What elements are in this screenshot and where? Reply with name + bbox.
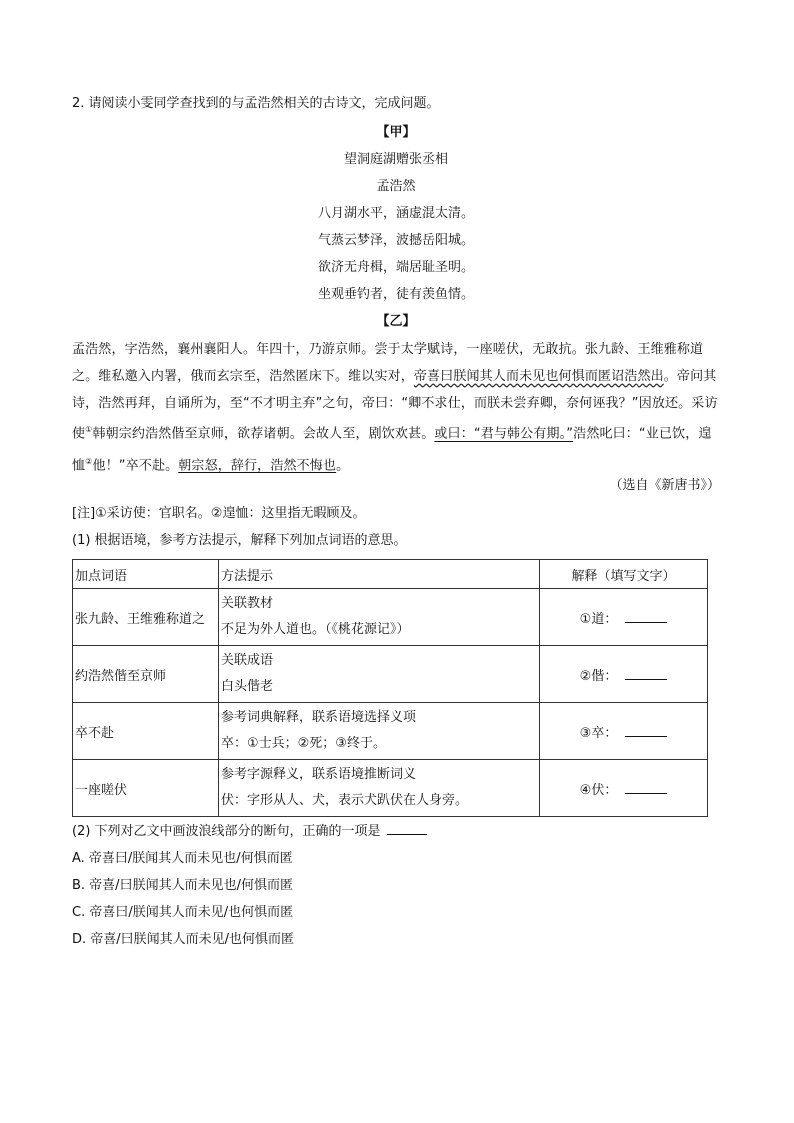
- underlined-text: 朝宗怒，辞行，浩然不悔也: [178, 457, 337, 473]
- yi-passage: [72, 337, 720, 480]
- passage-text: 韩朝宗约浩然偕至京师，欲荐诸朝。会故人至，剧饮欢甚。: [92, 426, 435, 442]
- hint-line: 白头偕老: [221, 679, 274, 694]
- answer-blank[interactable]: [625, 726, 667, 737]
- passage-text: 。: [336, 457, 350, 473]
- table-row: [73, 646, 708, 703]
- passage-text: 孟浩然，字浩然，襄州襄阳人。年四十，乃游京师。尝于太学赋诗，一座嗟伏，无敢抗。张九龄、王维雅称道之。维私邀入内署，俄而玄宗至，浩然匿床下。维以实对，: [72, 342, 704, 384]
- table-header: 方法提示: [219, 560, 540, 589]
- hint-line: 不足为外人道也。（《桃花源记》）: [221, 622, 410, 637]
- passage-text: 浩然叱曰：“业已饮，遑恤: [72, 426, 712, 473]
- hint-cell: [219, 646, 540, 703]
- hint-line: 卒：①士兵；②死；③终于。: [221, 736, 386, 751]
- word-cell: 卒不赴: [73, 703, 219, 760]
- wavy-underlined-text: 然出: [637, 368, 664, 384]
- table-header-row: [73, 560, 708, 589]
- table-row: [73, 760, 708, 817]
- word-cell: 约浩然偕至京师: [73, 646, 219, 703]
- wavy-underlined-text: 帝喜曰朕闻其人而未见也何惧而匿诏浩: [413, 368, 638, 384]
- answer-cell: [540, 760, 708, 817]
- hint-line: 关联成语: [221, 653, 274, 668]
- question-intro: 2. 请阅读小雯同学查找到的与孟浩然相关的古诗文，完成问题。: [72, 96, 440, 111]
- option-a: A. 帝喜曰/朕闻其人而未见也/何惧而匿: [72, 851, 293, 866]
- answer-label: ②偕：: [579, 668, 618, 684]
- table-row: [73, 703, 708, 760]
- subquestion-2-text: (2) 下列对乙文中画波浪线部分的断句，正确的一项是: [72, 824, 381, 839]
- subquestion-1: (1) 根据语境，参考方法提示，解释下列加点词语的意思。: [72, 533, 407, 548]
- underlined-text: 或曰：“君与韩公有期。”: [434, 426, 574, 442]
- poem-title: 望洞庭湖赠张丞相: [343, 152, 448, 167]
- option-d: D. 帝喜/曰朕闻其人而未见/也何惧而匿: [72, 932, 295, 947]
- hint-line: 伏：字形从人、犬，表示犬趴伏在人身旁。: [221, 793, 469, 808]
- answer-label: ①道：: [579, 611, 618, 627]
- subquestion-2: [72, 823, 720, 841]
- note-marker: ①: [85, 425, 93, 435]
- answer-cell: [540, 703, 708, 760]
- answer-blank[interactable]: [625, 612, 667, 623]
- poem-line: 欲济无舟楫，端居耻圣明。: [317, 260, 474, 275]
- answer-blank[interactable]: [625, 669, 667, 680]
- annotation-note: [注]①采访使：官职名。②遑恤：这里指无暇顾及。: [72, 506, 366, 521]
- hint-line: 参考词典解释，联系语境选择义项: [221, 710, 417, 725]
- answer-blank[interactable]: [625, 783, 667, 794]
- option-b: B. 帝喜/曰朕闻其人而未见也/何惧而匿: [72, 878, 293, 893]
- hint-cell: [219, 589, 540, 646]
- option-c: C. 帝喜曰/朕闻其人而未见/也何惧而匿: [72, 905, 294, 920]
- passage-text: 他！”卒不赴。: [92, 457, 179, 473]
- hint-cell: [219, 703, 540, 760]
- jia-heading: 【甲】: [376, 125, 416, 140]
- poem-line: 气蒸云梦泽，波撼岳阳城。: [317, 233, 474, 248]
- answer-cell: [540, 589, 708, 646]
- yi-heading: 【乙】: [376, 314, 416, 329]
- table-header: 解释（填写文字）: [540, 560, 708, 589]
- hint-line: 参考字源释义，联系语境推断词义: [221, 767, 417, 782]
- answer-label: ④伏：: [579, 782, 618, 798]
- answer-cell: [540, 646, 708, 703]
- table-header: 加点词语: [73, 560, 219, 589]
- note-marker: ②: [85, 456, 93, 466]
- hint-cell: [219, 760, 540, 817]
- poem-author: 孟浩然: [376, 179, 416, 194]
- source-citation: （选自《新唐书》）: [609, 478, 720, 493]
- hint-line: 关联教材: [221, 596, 274, 611]
- table-row: [73, 589, 708, 646]
- word-cell: 一座嗟伏: [73, 760, 219, 817]
- poem-line: 坐观垂钓者，徒有羡鱼情。: [317, 287, 474, 302]
- passage-text: 。帝问其诗，浩然再拜，自诵所为，至“不才明主弃”之句，帝曰：“卿不求仕，而朕未尝弃卿，奈何诬我？”因放还。采访使: [72, 368, 718, 442]
- answer-label: ③卒：: [579, 725, 618, 741]
- answer-blank[interactable]: [387, 824, 427, 835]
- poem-line: 八月湖水平，涵虚混太清。: [317, 206, 474, 221]
- vocabulary-table: [72, 559, 708, 817]
- word-cell: 张九龄、王维雅称道之: [73, 589, 219, 646]
